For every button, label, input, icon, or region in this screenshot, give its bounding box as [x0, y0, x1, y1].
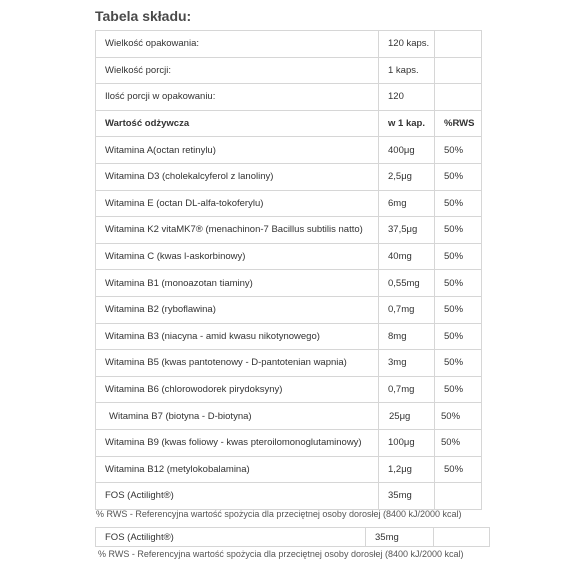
ingredient-name: Witamina B7 (biotyna - D-biotyna): [96, 403, 379, 430]
ingredient-amount: 35mg: [366, 528, 434, 547]
table-header-row: [96, 110, 482, 137]
table-row: [96, 323, 482, 350]
page-title: Tabela składu:: [95, 8, 192, 24]
ingredient-rws: 50%: [435, 243, 482, 270]
ingredient-rws: [435, 84, 482, 111]
ingredient-rws: [435, 57, 482, 84]
ingredient-name: Witamina B3 (niacyna - amid kwasu nikotynowego): [96, 323, 379, 350]
ingredient-amount: 0,7mg: [379, 296, 435, 323]
ingredient-rws: [435, 31, 482, 58]
duplicate-fos-table: [95, 527, 490, 547]
ingredient-name: Witamina E (octan DL-alfa-tokoferylu): [96, 190, 379, 217]
ingredient-rws: 50%: [435, 323, 482, 350]
ingredient-amount: 40mg: [379, 243, 435, 270]
table-row: [96, 270, 482, 297]
ingredient-rws: 50%: [435, 163, 482, 190]
table-row: [96, 456, 482, 483]
table-row: [96, 429, 482, 456]
ingredient-amount: 100μg: [379, 429, 435, 456]
header-nutrient: Wartość odżywcza: [96, 110, 379, 137]
footnote: % RWS - Referencyjna wartość spożycia dla przeciętnej osoby dorosłej (8400 kJ/2000 kcal): [96, 509, 462, 519]
ingredient-name: Witamina B6 (chlorowodorek pirydoksyny): [96, 376, 379, 403]
ingredient-name: Witamina B5 (kwas pantotenowy - D-pantotenian wapnia): [96, 350, 379, 377]
ingredient-name: Witamina K2 vitaMK7® (menachinon-7 Bacillus subtilis natto): [96, 217, 379, 244]
ingredient-rws: 50%: [435, 190, 482, 217]
ingredient-name: Witamina B1 (monoazotan tiaminy): [96, 270, 379, 297]
table-row: [96, 137, 482, 164]
ingredient-amount: 1 kaps.: [379, 57, 435, 84]
table-row: [96, 350, 482, 377]
header-amount: w 1 kap.: [379, 110, 435, 137]
ingredient-rws: 50%: [435, 137, 482, 164]
ingredient-name: Witamina B12 (metylokobalamina): [96, 456, 379, 483]
ingredient-rws: [435, 483, 482, 510]
ingredient-name: Witamina B9 (kwas foliowy - kwas pteroilomonoglutaminowy): [96, 429, 379, 456]
ingredient-amount: 0,55mg: [379, 270, 435, 297]
ingredient-rws: 50%: [435, 350, 482, 377]
ingredient-amount: 6mg: [379, 190, 435, 217]
table-row: [96, 376, 482, 403]
header-rws: %RWS: [435, 110, 482, 137]
ingredient-name: FOS (Actilight®): [96, 483, 379, 510]
ingredient-amount: 120 kaps.: [379, 31, 435, 58]
ingredient-name: Wielkość opakowania:: [96, 31, 379, 58]
table-row: [96, 163, 482, 190]
ingredient-amount: 0,7mg: [379, 376, 435, 403]
ingredient-amount: 25μg: [379, 403, 435, 430]
ingredient-amount: 37,5μg: [379, 217, 435, 244]
ingredient-rws: 50%: [435, 217, 482, 244]
ingredient-rws: 50%: [435, 403, 482, 430]
ingredient-rws: 50%: [435, 456, 482, 483]
ingredient-amount: 400μg: [379, 137, 435, 164]
ingredient-rws: 50%: [435, 270, 482, 297]
table-row: [96, 243, 482, 270]
ingredient-amount: 2,5μg: [379, 163, 435, 190]
table-row: [96, 190, 482, 217]
ingredient-rws: 50%: [435, 376, 482, 403]
ingredient-rws: 50%: [435, 429, 482, 456]
table-row: [96, 296, 482, 323]
table-row: [96, 483, 482, 510]
composition-table: [95, 30, 482, 510]
ingredient-name: Witamina D3 (cholekalcyferol z lanoliny): [96, 163, 379, 190]
ingredient-name: Ilość porcji w opakowaniu:: [96, 84, 379, 111]
ingredient-name: Witamina B2 (ryboflawina): [96, 296, 379, 323]
ingredient-amount: 3mg: [379, 350, 435, 377]
ingredient-amount: 35mg: [379, 483, 435, 510]
ingredient-name: Witamina A(octan retinylu): [96, 137, 379, 164]
table-row: [96, 217, 482, 244]
table-row: [96, 57, 482, 84]
ingredient-name: FOS (Actilight®): [96, 528, 366, 547]
ingredient-name: Witamina C (kwas l-askorbinowy): [96, 243, 379, 270]
table-row: [96, 31, 482, 58]
table-row: [96, 403, 482, 430]
ingredient-amount: 120: [379, 84, 435, 111]
ingredient-amount: 1,2μg: [379, 456, 435, 483]
footnote-repeat: % RWS - Referencyjna wartość spożycia dla przeciętnej osoby dorosłej (8400 kJ/2000 kcal): [98, 549, 464, 559]
table-row: [96, 528, 490, 547]
ingredient-rws: [434, 528, 490, 547]
ingredient-name: Wielkość porcji:: [96, 57, 379, 84]
ingredient-amount: 8mg: [379, 323, 435, 350]
ingredient-rws: 50%: [435, 296, 482, 323]
table-row: [96, 84, 482, 111]
